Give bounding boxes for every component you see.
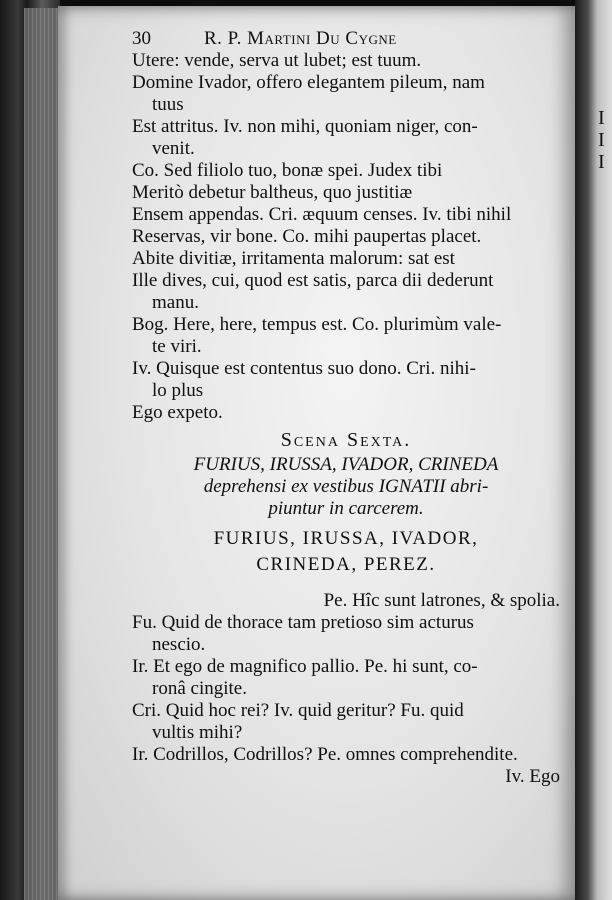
next-page-fragment: I [598,151,605,173]
running-title: R. P. Martini Du Cygne [204,28,397,49]
verse-line: Est attritus. Iv. non mihi, quoniam niger, con- [132,116,478,137]
verse-line: Ensem appendas. Cri. æquum censes. Iv. tibi nihil [132,204,512,225]
page-header [132,26,560,52]
scene-persons: CRINEDA, PEREZ. [256,554,436,575]
verse-line: Utere: vende, serva ut lubet; est tuum. [132,50,422,71]
catchword: Iv. Ego [505,766,560,787]
verse-line: Domine Ivador, offero elegantem pileum, nam [132,72,485,93]
verse-line: Ego expeto. [132,402,223,423]
page-text [132,50,560,788]
page-number: 30 [132,28,151,49]
scene-summary: deprehensi ex vestibus IGNATII abri- [203,476,489,497]
dialogue-line: Pe. Hîc sunt latrones, & spolia. [323,590,560,611]
verse-line: venit. [152,138,195,159]
verse-line: Co. Sed filiolo tuo, bonæ spei. Judex tibi [132,160,443,181]
verse-line: te viri. [152,336,202,357]
next-page-fragments [598,108,612,174]
next-page-fragment: I [598,129,605,151]
verse-line: lo plus [152,380,204,401]
dialogue-line: ronâ cingite. [152,678,247,699]
scene-title: Scena Sexta. [280,429,412,451]
dialogue-line: Cri. Quid hoc rei? Iv. quid geritur? Fu. quid [132,700,464,721]
dialogue-line: nescio. [152,634,206,655]
verse-line: manu. [152,292,199,313]
verse-line: Abite divitiæ, irritamenta malorum: sat est [132,248,455,269]
verse-line: Meritò debetur baltheus, quo justitiæ [132,182,413,203]
verse-line: Iv. Quisque est contentus suo dono. Cri. nihi- [132,358,476,379]
verse-line: Reservas, vir bone. Co. mihi paupertas placet. [132,226,482,247]
next-page-fragment: I [598,107,605,129]
scene-summary: FURIUS, IRUSSA, IVADOR, CRINEDA [193,454,499,475]
verse-line: Bog. Here, here, tempus est. Co. plurimùm vale- [132,314,502,335]
dialogue-line: Ir. Et ego de magnifico pallio. Pe. hi sunt, co- [132,656,478,677]
dialogue-line: vultis mihi? [152,722,243,743]
scene-summary: piuntur in carcerem. [268,498,424,519]
verse-line: tuus [152,94,184,115]
dialogue-line: Fu. Quid de thorace tam pretioso sim acturus [132,612,474,633]
scene-persons: FURIUS, IRUSSA, IVADOR, [213,528,479,549]
verse-line: Ille dives, cui, quod est satis, parca dii dederunt [132,270,494,291]
dialogue-line: Ir. Codrillos, Codrillos? Pe. omnes comprehendite. [132,744,518,765]
